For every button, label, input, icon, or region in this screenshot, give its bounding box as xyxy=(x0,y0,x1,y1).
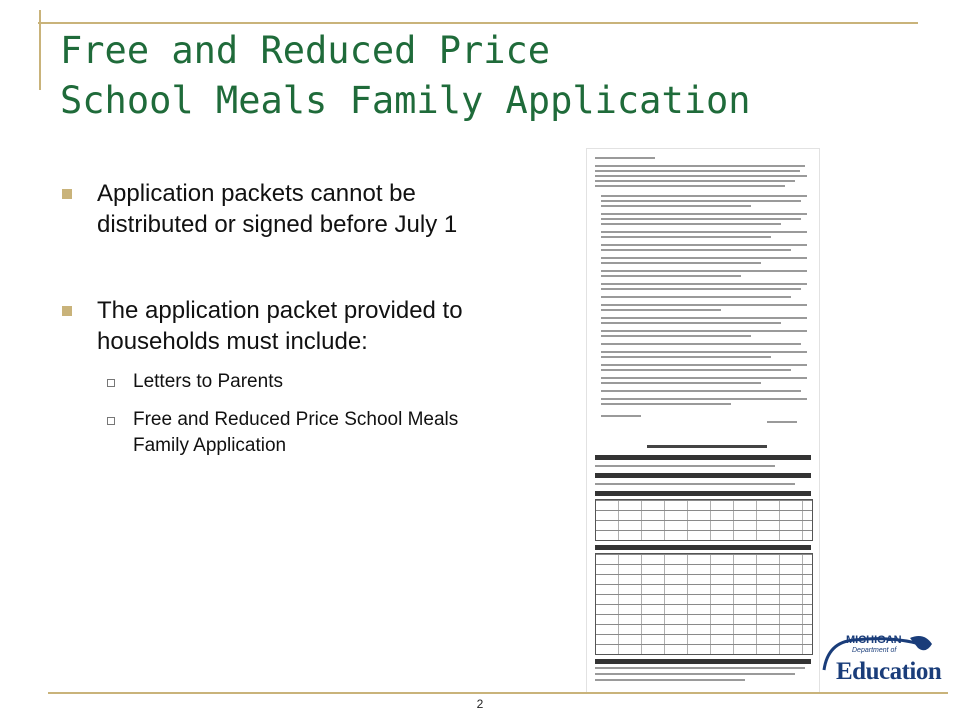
application-document-thumbnail xyxy=(586,148,820,694)
square-bullet-icon xyxy=(62,189,72,199)
logo-department-text: Department of xyxy=(852,647,897,654)
logo-education-text: Education xyxy=(836,658,942,685)
sub-bullet-text: Free and Reduced Price School Meals Family Application xyxy=(133,409,459,456)
square-bullet-icon xyxy=(62,306,72,316)
title-line-2: School Meals Family Application xyxy=(60,79,751,122)
sub-bullet-list xyxy=(107,369,540,459)
bullet-text: Application packets cannot be distributed or signed before July 1 xyxy=(97,180,458,238)
logo-michigan-text: MICHIGAN xyxy=(846,634,902,646)
hollow-square-bullet-icon xyxy=(107,379,115,387)
sub-bullet-item xyxy=(107,407,540,459)
sub-bullet-item xyxy=(107,369,540,395)
top-rule xyxy=(38,22,918,24)
bottom-rule xyxy=(48,692,948,694)
bullet-text: The application packet provided to households must include: xyxy=(97,297,463,355)
bullet-item xyxy=(60,295,540,357)
slide-title xyxy=(60,26,751,126)
title-line-1: Free and Reduced Price xyxy=(60,29,551,72)
left-rule xyxy=(39,10,41,90)
sub-bullet-text: Letters to Parents xyxy=(133,371,283,392)
bullet-list xyxy=(60,178,540,471)
bullet-item xyxy=(60,178,540,240)
hollow-square-bullet-icon xyxy=(107,417,115,425)
page-number: 2 xyxy=(476,697,484,711)
michigan-education-logo xyxy=(820,630,942,688)
